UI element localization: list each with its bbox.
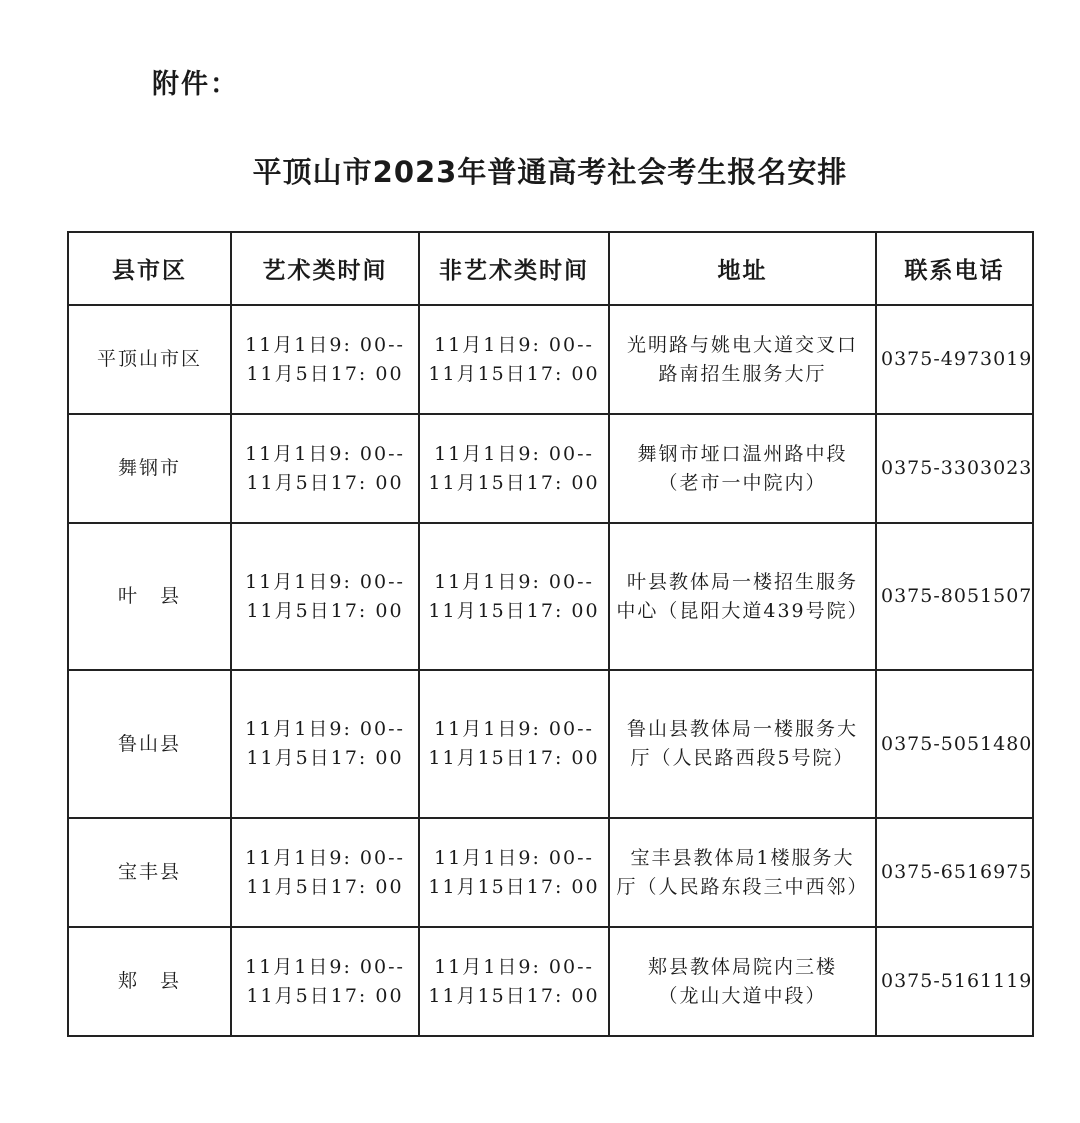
phone-number: 0375-5161119 [881,970,1033,992]
phone-cell [876,305,1033,414]
non-art-time-cell [419,818,609,927]
address-line-2: 中心（昆阳大道439号院） [616,599,869,622]
district-cell [68,927,231,1036]
address-line-1: 叶县教体局一楼招生服务 [626,570,858,593]
art-time-start: 11月1日9: 00-- [245,955,405,978]
phone-cell [876,927,1033,1036]
table-row [68,305,1033,414]
district-cell [68,670,231,818]
table-row [68,414,1033,523]
phone-number: 0375-4973019 [881,348,1033,370]
district-cell [68,523,231,670]
phone-cell [876,414,1033,523]
registration-schedule-table [67,231,1034,1037]
phone-cell [876,818,1033,927]
address-cell [609,670,876,818]
table-row [68,927,1033,1036]
phone-cell [876,670,1033,818]
non-art-time-cell [419,670,609,818]
art-time-cell [231,670,419,818]
address-line-2: 厅（人民路西段5号院） [630,747,855,769]
non-art-time-start: 11月1日9: 00-- [434,846,594,869]
district-cell [68,305,231,414]
address-line-2: （龙山大道中段） [658,984,827,1007]
address-cell [609,523,876,670]
header-phone: 联系电话 [876,232,1033,305]
table-row [68,523,1033,670]
address-line-2: 路南招生服务大厅 [658,362,827,385]
art-time-end: 11月5日17: 00 [246,362,404,385]
non-art-time-start: 11月1日9: 00-- [434,442,594,465]
non-art-time-end: 11月15日17: 00 [428,362,600,385]
address-line-2: （老市一中院内） [658,471,827,494]
address-line-1: 鲁山县教体局一楼服务大 [626,718,858,740]
non-art-time-start: 11月1日9: 00-- [434,333,594,356]
non-art-time-start: 11月1日9: 00-- [434,718,594,740]
header-address: 地址 [609,232,876,305]
district-cell [68,818,231,927]
art-time-end: 11月5日17: 00 [246,984,404,1007]
header-art-time: 艺术类时间 [231,232,419,305]
art-time-end: 11月5日17: 00 [246,875,404,898]
non-art-time-start: 11月1日9: 00-- [434,955,594,978]
table-row [68,818,1033,927]
non-art-time-end: 11月15日17: 00 [428,747,600,769]
non-art-time-end: 11月15日17: 00 [428,471,600,494]
address-cell [609,305,876,414]
art-time-end: 11月5日17: 00 [246,599,404,622]
art-time-start: 11月1日9: 00-- [245,718,405,740]
address-cell [609,927,876,1036]
district-name: 平顶山市区 [96,348,202,370]
address-line-1: 光明路与姚电大道交叉口 [626,333,858,356]
table-header-row [68,232,1033,305]
phone-number: 0375-5051480 [881,732,1033,755]
art-time-cell [231,523,419,670]
non-art-time-end: 11月15日17: 00 [428,599,600,622]
non-art-time-cell [419,523,609,670]
table-row [68,670,1033,818]
non-art-time-end: 11月15日17: 00 [428,984,600,1007]
district-name: 郏 县 [117,970,181,992]
non-art-time-end: 11月15日17: 00 [428,875,600,898]
art-time-start: 11月1日9: 00-- [245,333,405,356]
district-name: 舞钢市 [117,457,181,479]
district-name: 宝丰县 [117,861,181,883]
district-name: 叶 县 [117,585,181,607]
address-cell [609,414,876,523]
non-art-time-cell [419,414,609,523]
phone-number: 0375-3303023 [881,457,1033,479]
art-time-start: 11月1日9: 00-- [245,570,405,593]
district-name: 鲁山县 [117,732,181,755]
document-title: 平顶山市2023年普通高考社会考生报名安排 [252,155,848,189]
phone-cell [876,523,1033,670]
non-art-time-start: 11月1日9: 00-- [434,570,594,593]
district-cell [68,414,231,523]
address-line-1: 宝丰县教体局1楼服务大 [630,846,855,869]
art-time-end: 11月5日17: 00 [246,471,404,494]
address-cell [609,818,876,927]
header-district: 县市区 [68,232,231,305]
phone-number: 0375-8051507 [881,585,1033,607]
header-non-art-time: 非艺术类时间 [419,232,609,305]
art-time-cell [231,927,419,1036]
art-time-start: 11月1日9: 00-- [245,442,405,465]
art-time-start: 11月1日9: 00-- [245,846,405,869]
address-line-2: 厅（人民路东段三中西邻） [616,875,869,898]
address-line-1: 郏县教体局院内三楼 [647,955,837,978]
attachment-label: 附件： [152,69,239,100]
non-art-time-cell [419,305,609,414]
art-time-cell [231,305,419,414]
non-art-time-cell [419,927,609,1036]
address-line-1: 舞钢市垭口温州路中段 [637,442,848,465]
art-time-cell [231,818,419,927]
phone-number: 0375-6516975 [881,861,1033,883]
art-time-cell [231,414,419,523]
art-time-end: 11月5日17: 00 [246,747,404,769]
